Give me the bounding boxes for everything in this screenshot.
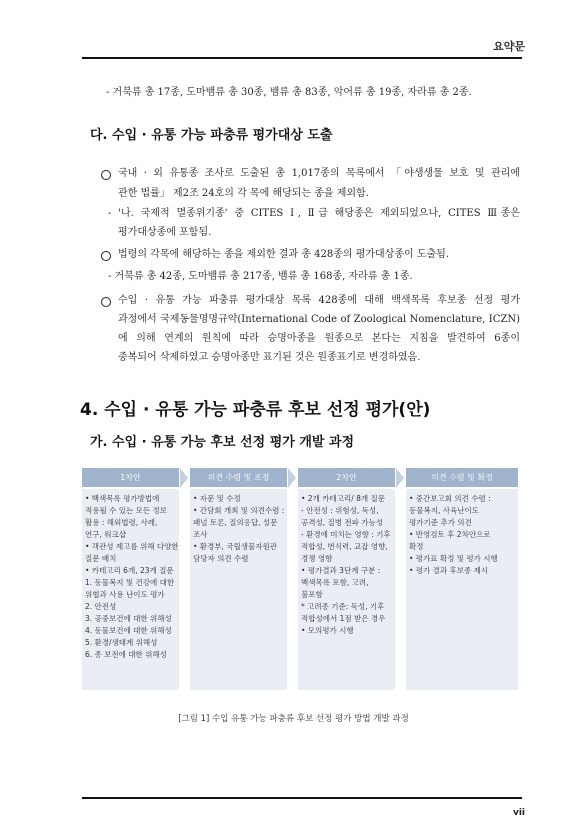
figure-column-title: 2차안 xyxy=(298,468,395,487)
flow-arrow-icon xyxy=(396,468,404,488)
figure-line: - 안전성 : 위험성, 독성, xyxy=(301,506,379,515)
figure-line: • 카테고리 6개, 23개 질문 xyxy=(85,566,174,575)
figure-line: 3. 공중보건에 대한 위해성 xyxy=(85,614,172,623)
figure-caption: [그림 1] 수입 유통 가능 파충류 후보 선정 평가 방법 개발 과정 xyxy=(178,714,409,724)
figure-line: 1. 동물복지 및 건강에 대한 xyxy=(85,578,175,587)
figure-line: 적합성에서 1점 받은 경우 xyxy=(301,614,386,623)
text-line: 에 의해 연계의 원칙에 따라 승명아종을 원종으로 본다는 지침을 발견하여 6종이 xyxy=(118,333,520,344)
page-number: vii xyxy=(512,808,525,818)
figure-line: 담당자 의견 수렴 xyxy=(193,554,249,563)
text-line: 중복되어 삭제하였고 승명아종만 표기된 것은 원종표기로 변경하였음. xyxy=(118,352,421,363)
figure-line: • 객관성 제고를 위해 다양한 xyxy=(85,542,179,551)
figure-line: 불포함 xyxy=(301,590,323,599)
figure-line: 4. 동물보건에 대한 위해성 xyxy=(85,626,172,635)
bullet-circle-icon xyxy=(101,251,111,261)
figure-column-body xyxy=(406,489,518,690)
figure-line: • 평가결과 3단계 구분 : xyxy=(301,566,381,575)
figure-column-body xyxy=(82,489,179,690)
text-line: - 거북류 총 17종, 도마뱀류 총 30종, 뱀류 총 83종, 악어류 총 19종, 자라류 총 2종. xyxy=(106,87,472,98)
text-line: 법령의 각목에 해당하는 종을 제외한 결과 총 428종의 평가대상종이 도출됨. xyxy=(118,249,450,260)
footer-rule xyxy=(82,797,522,799)
figure-line: • 백색목록 평가방법에 xyxy=(85,494,160,503)
figure-line: 6. 종 보전에 대한 위해성 xyxy=(85,650,167,659)
figure-line: • 모의평가 시행 xyxy=(301,626,354,635)
chapter-heading-4: 4. 수입 · 유통 가능 파충류 후보 선정 평가(안) xyxy=(80,400,431,420)
figure-line: 연구, 워크샵 xyxy=(85,530,126,539)
figure-column-title: 의견 수렴 및 조정 xyxy=(190,468,287,487)
figure-column-1 xyxy=(82,468,179,688)
text-line: 과정에서 국제동물명명규약(International Code of Zoological Nomenclature, ICZN) xyxy=(118,314,520,325)
figure-line: • 2개 카테고리/ 8개 질문 xyxy=(301,494,385,503)
figure-column-title: 의견 수렴 및 확정 xyxy=(406,468,518,487)
figure-line: 경쟁 영향 xyxy=(301,554,333,563)
figure-column-body xyxy=(190,489,287,690)
figure-line: 백색목록 포함, 고려, xyxy=(301,578,369,587)
figure-line: • 평가 결과 후보종 제시 xyxy=(409,566,489,575)
flow-arrow-icon xyxy=(288,468,296,488)
figure-line: • 평가표 확정 및 평가 시행 xyxy=(409,554,498,563)
figure-line: • 반영검토 후 2차안으로 xyxy=(409,530,491,539)
figure-column-3 xyxy=(298,468,395,688)
figure-line: 확정 xyxy=(409,542,424,551)
figure-column-4 xyxy=(406,468,518,688)
figure-line: 적합성, 번식력, 교잡 영향, xyxy=(301,542,388,551)
header-rule xyxy=(82,57,522,59)
figure-column-2 xyxy=(190,468,287,688)
text-line: 평가대상종에 포함됨. xyxy=(118,227,212,238)
figure-line: 5. 환경/생태계 위해성 xyxy=(85,638,158,647)
figure-line: 패널 토론, 질의응답, 설문 xyxy=(193,518,278,527)
section-heading-da: 다. 수입 · 유통 가능 파충류 평가대상 도출 xyxy=(90,128,333,143)
figure-line: 동물복지, 사육난이도 xyxy=(409,506,479,515)
figure-line: 적용될 수 있는 모든 정보 xyxy=(85,506,167,515)
text-line: 관한 법률」 제2조 24호의 각 목에 해당되는 종을 제외함. xyxy=(118,188,369,199)
text-line: 수입 · 유통 가능 파충류 평가대상 목록 428종에 대해 백색목록 후보종 선정 평가 xyxy=(118,295,520,306)
figure-line: - 환경에 미치는 영향 : 기후 xyxy=(301,530,391,539)
figure-line: • 환경부, 국립생물자원관 xyxy=(193,542,278,551)
figure-line: 활용 : 해외법령, 사례, xyxy=(85,518,158,527)
figure-line: 조사 xyxy=(193,530,208,539)
section-heading-ga: 가. 수입 · 유통 가능 후보 선정 평가 개발 과정 xyxy=(90,435,355,450)
figure-line: 평가기준 추가 의견 xyxy=(409,518,472,527)
figure-line: • 중간보고회 의견 수렴 : xyxy=(409,494,491,503)
bullet-circle-icon xyxy=(101,297,111,307)
figure-column-body xyxy=(298,489,395,690)
figure-line: 공격성, 질병 전파 가능성 xyxy=(301,518,383,527)
figure-column-title: 1차안 xyxy=(82,468,179,487)
figure-line: • 간담회 개최 및 의견수렴 : xyxy=(193,506,285,515)
figure-line: 질문 배치 xyxy=(85,554,117,563)
figure-line: 2. 안전성 xyxy=(85,602,117,611)
text-line: - 거북류 총 42종, 도마뱀류 총 217종, 뱀류 총 168종, 자라류 총 1종. xyxy=(108,271,413,282)
header-section-label: 요약문 xyxy=(493,40,525,53)
text-line: 국내 · 외 유통종 조사로 도출된 총 1,017종의 목록에서 「야생생물 보호 및 관리에 xyxy=(118,168,520,179)
figure-line: * 고려종 기준: 독성, 기후 xyxy=(301,602,385,611)
text-line: - '나. 국제적 멸종위기종' 중 CITES Ⅰ, Ⅱ급 해당종은 제외되었으나, CITES Ⅲ종은 xyxy=(108,208,520,219)
flow-arrow-icon xyxy=(180,468,188,488)
bullet-circle-icon xyxy=(101,170,111,180)
figure-line: 위협과 사용 난이도 평가 xyxy=(85,590,165,599)
figure-line: • 자문 및 수정 xyxy=(193,494,241,503)
